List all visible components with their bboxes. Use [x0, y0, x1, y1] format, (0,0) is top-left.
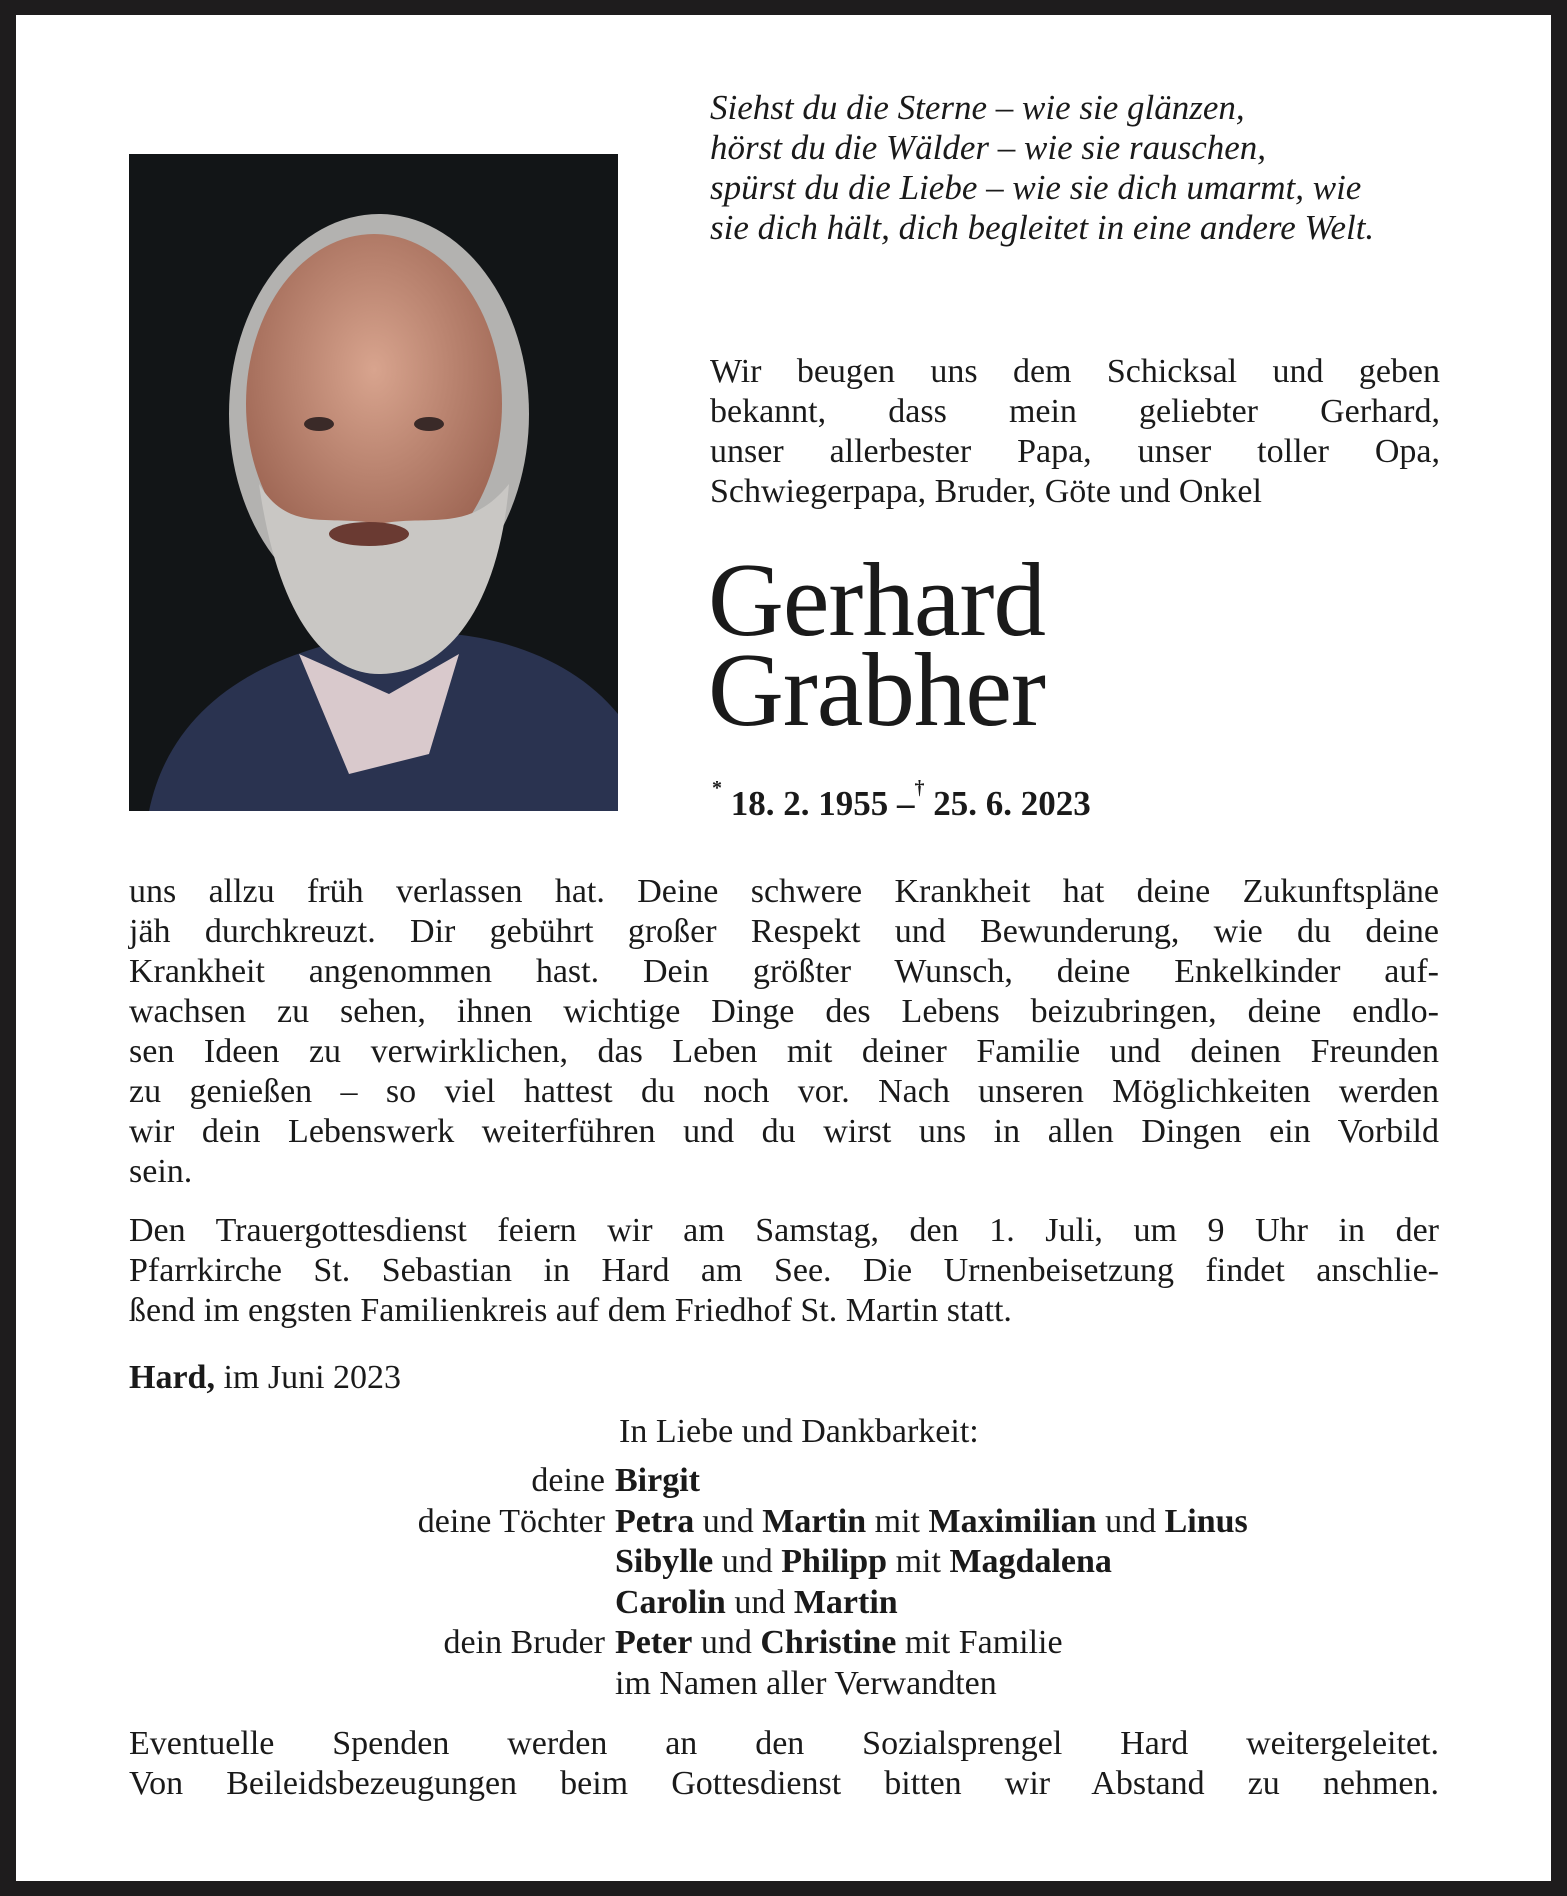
relation-label: deine Töchter [417, 1502, 605, 1540]
service-paragraph [129, 1211, 1439, 1331]
date-separator: – [897, 784, 915, 823]
connector-text: und [725, 1583, 794, 1621]
family-row [125, 1502, 1445, 1542]
service-line: ßend im engsten Familienkreis auf dem Friedhof St. Martin statt. [129, 1292, 1012, 1329]
family-names [615, 1461, 700, 1501]
death-date: 25. 6. 2023 [933, 784, 1091, 823]
body-paragraph [129, 872, 1439, 1192]
announcement-intro [710, 352, 1440, 512]
connector-text: mit Familie [896, 1624, 1063, 1661]
place-month: im Juni 2023 [223, 1359, 402, 1396]
family-row [125, 1542, 1445, 1582]
family-member-name: Sibylle [615, 1543, 714, 1580]
family-member-name: Peter [615, 1624, 693, 1661]
life-dates [712, 777, 1091, 824]
family-member-name: Magdalena [949, 1543, 1112, 1580]
family-names [615, 1502, 1248, 1542]
family-row [125, 1664, 1445, 1704]
relation-label: deine [531, 1462, 605, 1499]
connector-text: und [1096, 1502, 1165, 1540]
poem [710, 88, 1374, 248]
family-member-name: Maximilian [928, 1502, 1097, 1540]
connector-text: und [713, 1543, 782, 1580]
place-date [129, 1358, 401, 1398]
poem-line: sie dich hält, dich begleitet in eine andere Welt. [710, 208, 1375, 247]
death-symbol: † [914, 777, 925, 799]
intro-line: bekannt, dass mein geliebter Gerhard, [710, 393, 1440, 430]
family-member-name: Petra [615, 1502, 695, 1540]
connector-text: und [692, 1624, 761, 1661]
connector-text: und [694, 1502, 763, 1540]
service-line: Den Trauergottesdienst feiern wir am Samstag, den 1. Juli, um 9 Uhr in der [129, 1212, 1439, 1249]
intro-line: unser allerbester Papa, unser toller Opa, [710, 433, 1440, 470]
family-names [615, 1623, 1063, 1663]
footer-line: Eventuelle Spenden werden an den Sozialsprengel Hard weitergeleitet. [129, 1725, 1439, 1762]
family-names [615, 1664, 997, 1704]
body-line: sein. [129, 1153, 193, 1190]
body-line: wachsen zu sehen, ihnen wichtige Dinge des Lebens beizubringen, deine endlo- [129, 993, 1439, 1030]
portrait-photo [129, 154, 618, 811]
closing-phrase: In Liebe und Dankbarkeit: [619, 1413, 979, 1450]
intro-line: Schwiegerpapa, Bruder, Göte und Onkel [710, 473, 1262, 510]
family-row [125, 1461, 1445, 1501]
body-line: wir dein Lebenswerk weiterführen und du wirst uns in allen Dingen ein Vorbild [129, 1113, 1439, 1150]
body-line: jäh durchkreuzt. Dir gebührt großer Respekt und Bewunderung, wie du deine [129, 913, 1439, 950]
family-row [125, 1623, 1445, 1663]
family-member-name: Linus [1164, 1502, 1248, 1540]
footer-note [129, 1724, 1439, 1804]
body-line: uns allzu früh verlassen hat. Deine schwere Krankheit hat deine Zukunftspläne [129, 873, 1439, 910]
poem-line: hörst du die Wälder – wie sie rauschen, [710, 128, 1267, 167]
family-row [125, 1583, 1445, 1623]
family-member-name: Christine [760, 1624, 897, 1661]
family-member-name: Carolin [615, 1583, 726, 1621]
body-line: Krankheit angenommen hast. Dein größter Wunsch, deine Enkelkinder auf- [129, 953, 1439, 990]
family-names [615, 1542, 1112, 1582]
connector-text: mit [887, 1543, 950, 1580]
birth-date: 18. 2. 1955 [730, 784, 889, 823]
poem-line: spürst du die Liebe – wie sie dich umarmt, wie [710, 168, 1362, 207]
family-member-name: Martin [793, 1583, 898, 1621]
family-names [615, 1583, 898, 1623]
deceased-last-name: Grabher [708, 631, 1045, 748]
body-line: sen Ideen zu verwirklichen, das Leben mit deiner Familie und deinen Freunden [129, 1033, 1439, 1070]
connector-text: mit [866, 1502, 929, 1540]
portrait-image [129, 154, 618, 811]
deceased-first-name: Gerhard [708, 541, 1045, 658]
family-member-name: Martin [762, 1502, 867, 1540]
footer-line: Von Beileidsbezeugungen beim Gottesdienst bitten wir Abstand zu nehmen. [129, 1765, 1439, 1802]
service-line: Pfarrkirche St. Sebastian in Hard am See. Die Urnenbeisetzung findet anschlie- [129, 1252, 1439, 1289]
relation-label: dein Bruder [443, 1624, 605, 1661]
poem-line: Siehst du die Sterne – wie sie glänzen, [710, 88, 1245, 127]
body-line: zu genießen – so viel hattest du noch vor. Nach unseren Möglichkeiten werden [129, 1073, 1439, 1110]
birth-symbol: * [712, 777, 722, 799]
family-member-name: Philipp [781, 1543, 888, 1580]
place-town: Hard, [129, 1359, 215, 1396]
family-member-name: Birgit [615, 1462, 700, 1499]
connector-text: im Namen aller Verwandten [615, 1664, 997, 1702]
intro-line: Wir beugen uns dem Schicksal und geben [710, 353, 1440, 390]
